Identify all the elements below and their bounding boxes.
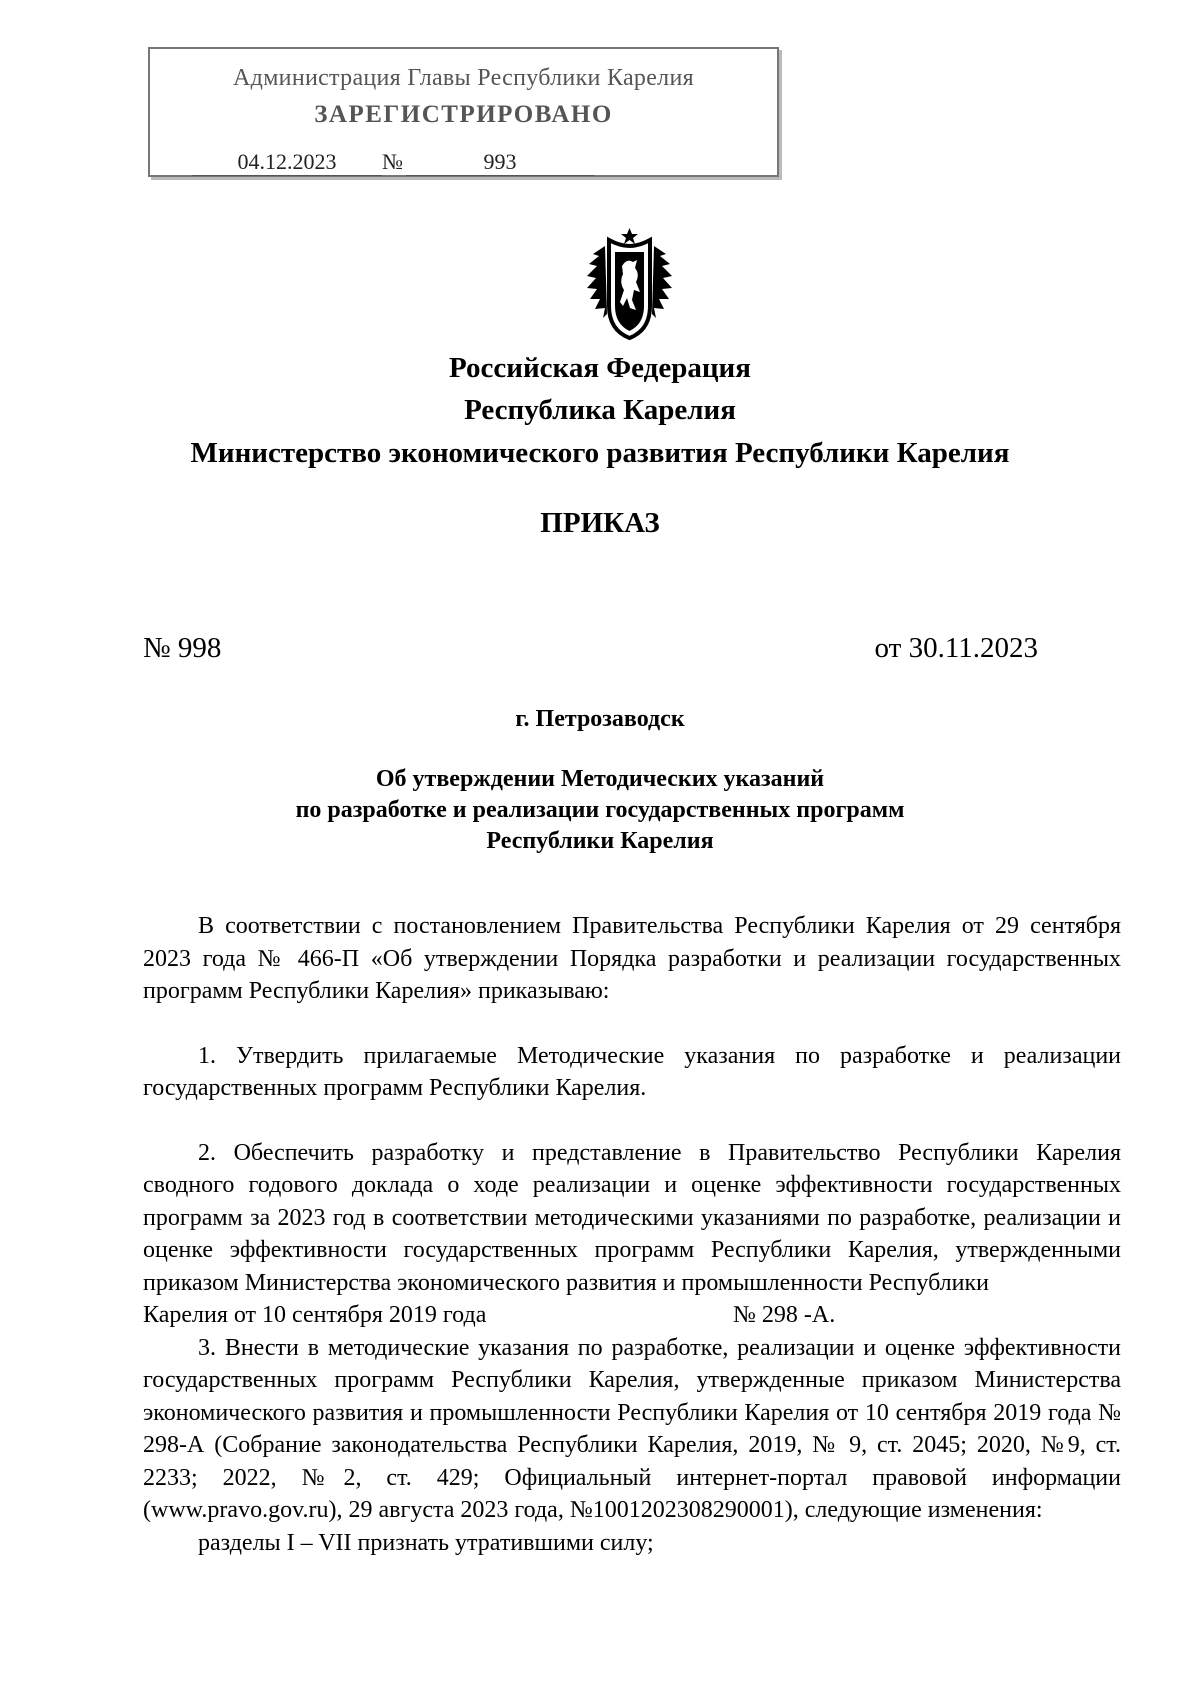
stamp-date: 04.12.2023	[192, 149, 382, 176]
order-subject	[0, 764, 1200, 857]
stamp-number-label: №	[382, 149, 403, 174]
item-3-paragraph: 3. Внести в методические указания по разработке, реализации и оценке эффективности государственных программ Республики Карелия, утвержденные приказом Министерства экономического развития и промышленности Республики Карелия от 10 сентября 2019 года № 298-А (Собрание законодательства Республики Карелия, 2019, № 9, ст. 2045; 2020, №9, ст. 2233; 2022, №2, ст. 429; Официальный интернет-портал правовой информации (www.pravo.gov.ru), 29 августа 2023 года, №1001202308290001), следующие изменения:	[143, 1334, 1121, 1523]
header-country: Российская Федерация	[449, 352, 751, 384]
item-2-closing-date: Карелия от 10 сентября 2019 года	[143, 1302, 487, 1328]
preamble-paragraph: В соответствии с постановлением Правительства Республики Карелия от 29 сентября 2023 года № 466-П «Об утверждении Порядка разработки и реализации государственных программ Республики Карелия» приказываю:	[143, 913, 1121, 1004]
order-number: № 998	[143, 632, 222, 664]
stamp-number: 993	[406, 149, 594, 176]
order-date: от 30.11.2023	[874, 632, 1038, 664]
item-1-paragraph: 1. Утвердить прилагаемые Методические указания по разработке и реализации государственных программ Республики Карелия.	[143, 1042, 1121, 1101]
subject-line: Об утверждении Методических указаний	[375, 766, 825, 792]
subject-line: по разработке и реализации государственных программ	[295, 797, 905, 823]
karelia-coat-of-arms-icon	[583, 226, 676, 341]
item-2-closing-number: № 298 -А.	[733, 1302, 836, 1328]
item-2-closing-line	[143, 1299, 1121, 1332]
subject-line: Республики Карелия	[486, 828, 714, 854]
stamp-status: ЗАРЕГИСТРИРОВАНО	[314, 101, 613, 128]
stamp-organization: Администрация Главы Республики Карелия	[233, 65, 694, 91]
order-city: г. Петрозаводск	[515, 706, 685, 732]
registration-stamp	[148, 47, 779, 177]
item-2-paragraph: 2. Обеспечить разработку и представление в Правительство Республики Карелия сводного годового доклада о ходе реализации и оценке эффективности государственных программ за 2023 год в соответствии методическими указаниями по разработке, реализации и оценке эффективности государственных программ Республики Карелия, утвержденными приказом Министерства экономического развития и промышленности Республики	[143, 1139, 1121, 1296]
item-3-subitem: разделы I – VII признать утратившими силу;	[198, 1529, 654, 1556]
document-type: ПРИКАЗ	[540, 507, 660, 539]
header-ministry: Министерство экономического развития Республики Карелия	[190, 437, 1010, 469]
order-body	[143, 910, 1121, 1559]
header-republic: Республика Карелия	[464, 394, 736, 426]
